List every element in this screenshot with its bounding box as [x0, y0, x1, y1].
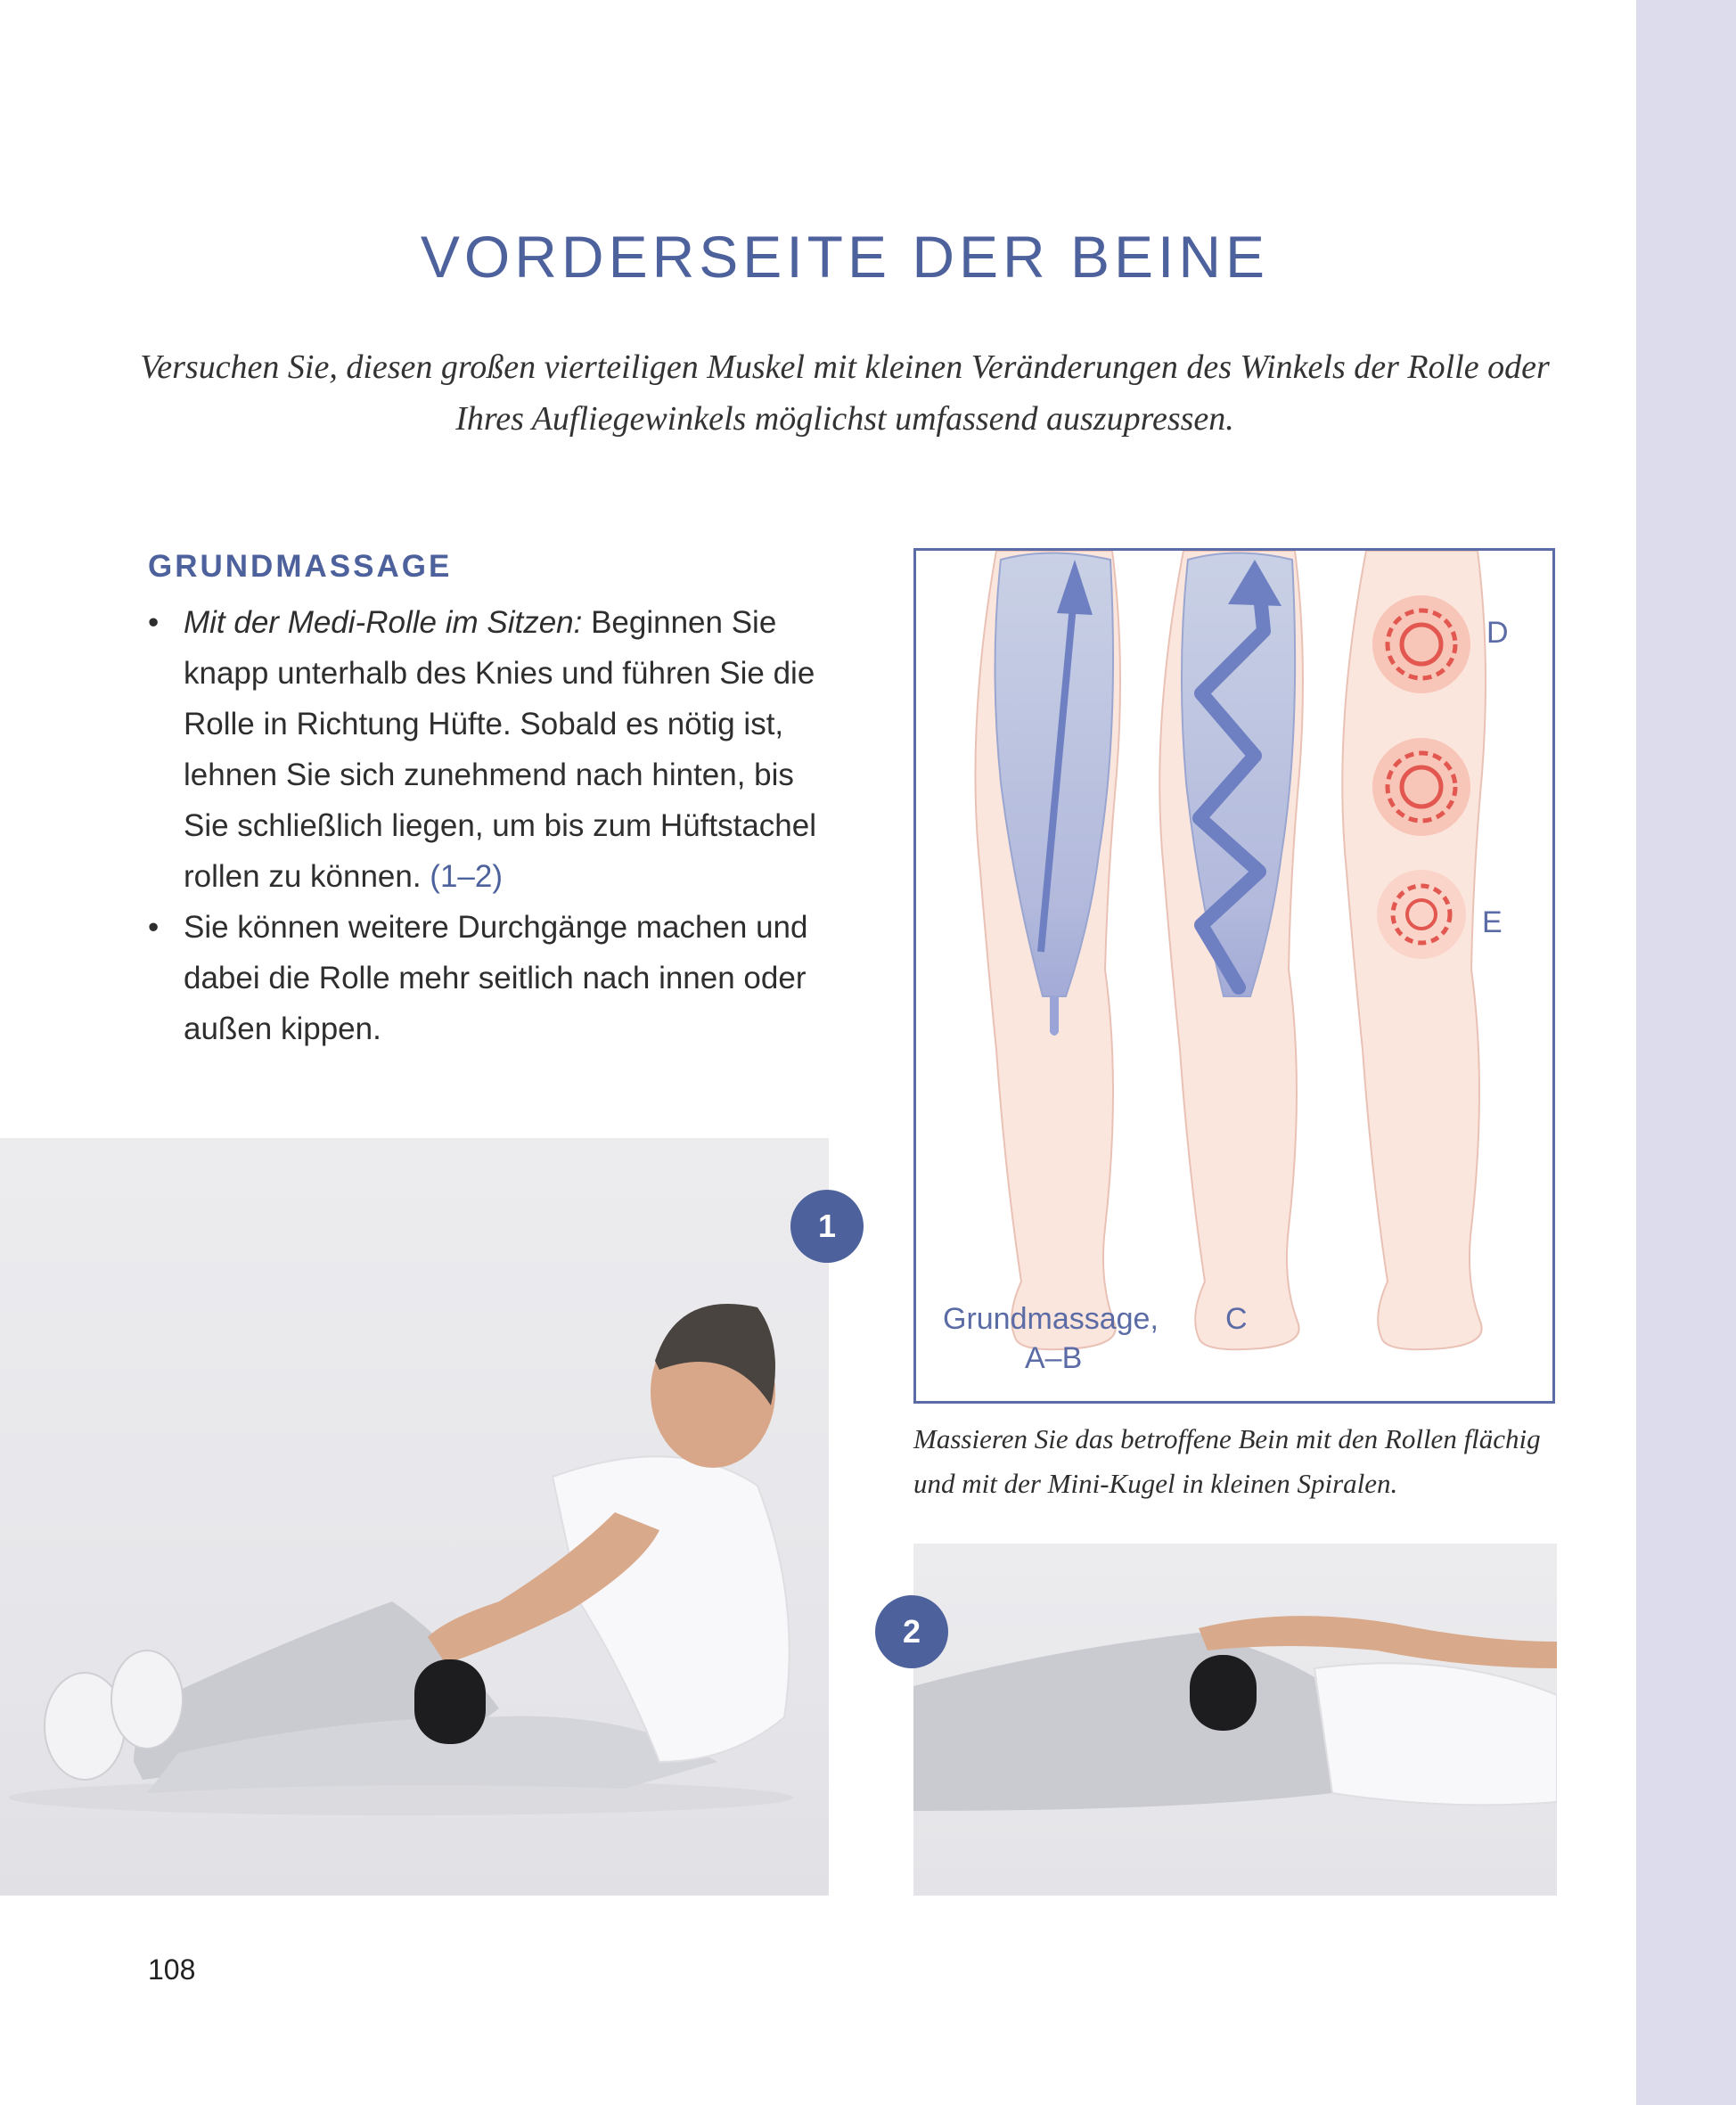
photo-seated-illustration [0, 1138, 829, 1896]
photo-lying-illustration [913, 1544, 1557, 1896]
bullet-lead: Mit der Medi-Rolle im Sitzen: [184, 605, 583, 640]
page-title: VORDERSEITE DER BEINE [420, 224, 1270, 290]
leg-diagram [913, 548, 1555, 1404]
leg-c [1159, 551, 1303, 1349]
side-strip [1636, 0, 1736, 2105]
label-e: E [1482, 905, 1503, 939]
list-item [148, 902, 843, 1054]
leg-a-b [975, 551, 1120, 1349]
photo-reference: (1–2) [430, 859, 504, 894]
list-item [148, 597, 843, 902]
label-d: D [1486, 616, 1509, 650]
page-number: 108 [148, 1953, 196, 1986]
leg-d-e [1342, 551, 1486, 1349]
photo-lying-rolling [913, 1544, 1557, 1896]
label-grundmassage: Grundmassage, [943, 1302, 1159, 1336]
instruction-list [148, 597, 843, 1054]
bullet-text: Sie können weitere Durchgänge machen und dabei die Rolle mehr seitlich nach innen oder außen kippen. [184, 910, 808, 1046]
bullet-text: Beginnen Sie knapp unterhalb des Knies und führen Sie die Rolle in Richtung Hüfte. Sobald es nötig ist, lehnen Sie sich zunehmend nach hinten, bis Sie schließlich liegen, um bis zum Hüftstachel rollen zu können. [184, 605, 817, 894]
photo-badge-1: 1 [790, 1190, 864, 1263]
spiral-d-middle [1372, 738, 1470, 836]
spiral-d-top [1372, 595, 1470, 693]
photo-seated-rolling [0, 1138, 829, 1896]
section-heading: GRUNDMASSAGE [148, 549, 453, 584]
label-c: C [1225, 1302, 1248, 1336]
spiral-e [1377, 870, 1466, 959]
photo-badge-2: 2 [875, 1595, 948, 1668]
leg-illustration [916, 551, 1552, 1401]
diagram-caption: Massieren Sie das betroffene Bein mit den Rollen flächig und mit der Mini-Kugel in kleinen Spiralen. [913, 1423, 1541, 1499]
intro-text: Versuchen Sie, diesen großen vierteiligen Muskel mit kleinen Veränderungen des Winkels der Rolle oder Ihres Aufliegewinkels möglichst umfassend auszupressen. [140, 348, 1550, 438]
label-a-b: A–B [1025, 1341, 1083, 1375]
